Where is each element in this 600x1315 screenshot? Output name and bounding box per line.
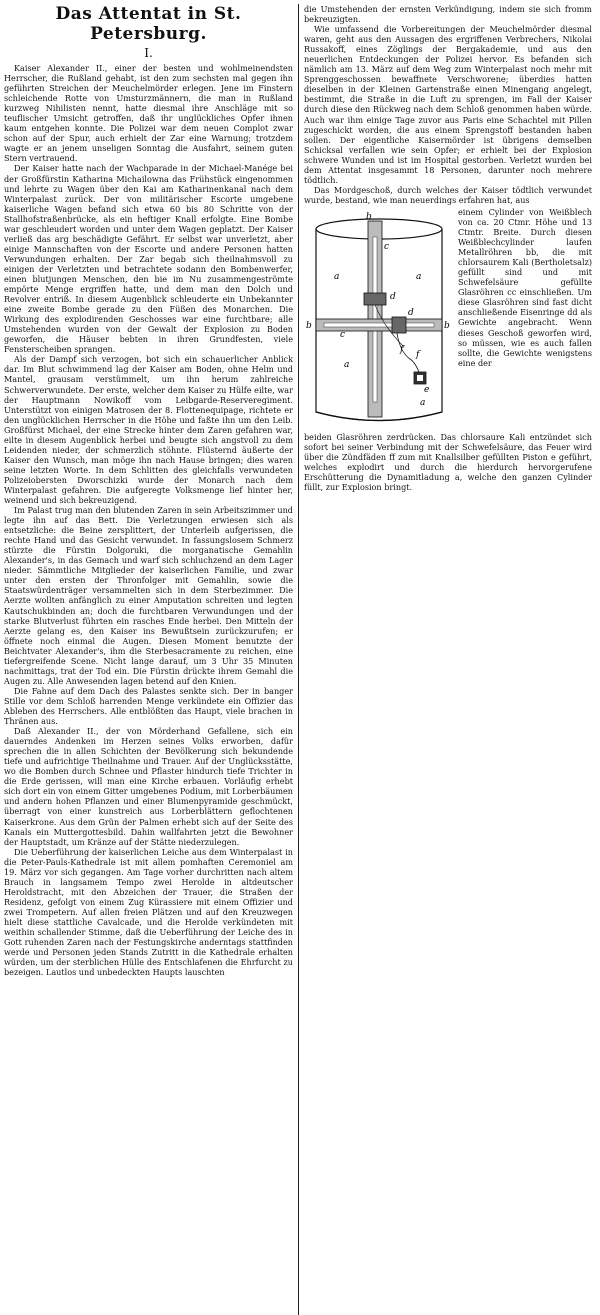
piston-core xyxy=(417,375,423,381)
paragraph: Daß Alexander II., der von Mörderhand Gefallene, sich ein dauerndes Andenken im Herzen seines Volks erworben, dafür sprechen die in allen Schichten der Bevölkerung sich bekundende tiefe und aufrichtige Theilnahme und Trauer. Auf der Unglücksstätte, wo die Bomben durch Schnee und Pflaster hindurch tiefe Trichter in die Erde gerissen, will man eine Kirche erbauen. Vorläufig erhebt sich dort ein von einem Gitter umgebenes Podium, mit Lorberbäumen und andern hohen Pflanzen und einer Blumenpyramide geschmückt, überragt von einer kunstreich aus Lorberblättern geflochtenen Kaiserkrone. Aus dem Grün der Palmen erhebt sich auf der Seite des Kanals ein Muttergottesbild. Dahin wallfahrten jetzt die Bewohner der Hauptstadt, um Kränze auf der Stätte niederzulegen. xyxy=(4,726,293,847)
section-number: I. xyxy=(144,46,153,60)
horizontal-glass-tube xyxy=(324,323,434,327)
paragraph: Die Ueberführung der kaiserlichen Leiche aus dem Winterpalast in die Peter-Pauls-Kathedrale ist mit allem pomhaften Ceremoniel am 19. März vor sich gegangen. Am Tage vorher durchritten nach altem Brauch in langsamem Tempo zwei Herolde in altdeutscher Heroldstracht, mit den Abzeichen der Trauer, die Straßen der Residenz, gefolgt von einem Zug Kürassiere mit einem Offizier und zwei Trompetern. Auf allen freien Plätzen und auf den Kreuzwegen hielt diese stattliche Cavalcade, und die Herolde verkündeten mit weithin schallender Stimme, daß die Ueberführung der Leiche des in Gott ruhenden Zaren nach der Festungskirche anderntags stattfinden werde und Personen jeden Stands Zutritt in die Kathedrale erhalten würden, um der sterblichen Hülle des Entschlafenen die Ehrfurcht zu bezeigen. Lautlos und unbedeckten Haupts lauschten xyxy=(4,846,293,978)
paragraph: Wie umfassend die Vorbereitungen der Meuchelmörder diesmal waren, geht aus den Aussagen des ergriffenen Verbrechers, Nikolai Russakoff, eines Zöglings der Bergakademie, und aus den neuerlichen Entdeckungen der Polizei hervor. Es befanden sich nämlich am 13. März auf dem Weg zum Winterpalast noch mehr mit Sprenggeschossen bewaffnete Verschworene; überdies hatten dieselben in der Kleinen Gartenstraße einen Minengang angelegt, bestimmt, die Straße in die Luft zu sprengen, im Fall der Kaiser durch diese den Rückweg nach dem Schloß genommen haben würde. Auch war ihm einige Tage zuvor aus Paris eine Schachtel mit Pillen zugeschickt worden, die aus einem Sprengstoff bestanden haben sollen. Der eigentliche Kaisermörder ist übrigens demselben Schicksal verfallen wie sein Opfer; er erhielt bei der Explosion schwere Wunden und ist im Hospital gestorben. Verletzt wurden bei dem Attentat insgesammt 18 Personen, darunter noch mehrere tödtlich. xyxy=(304,24,592,185)
paragraph: Im Palast trug man den blutenden Zaren in sein Arbeitszimmer und legte ihn auf das Bett. Die Verletzungen erwiesen sich als entsetzliche: die Beine zersplittert, der Unterleib aufgerissen, die rechte Hand und das Gesicht verwundet. In fassungslosem Schmerz stürzte die Fürstin Dolgoruki, die morganatische Gemahlin Alexander's, in das Gemach und warf sich schluchzend an dem Lager nieder. Sämmtliche Mitglieder der kaiserlichen Familie, und zwar unter den ersten der Thronfolger mit Gemahlin, sowie die Staatswürdenträger versammelten sich in dem Sterbezimmer. Die Aerzte wollten anfänglich zu einer Amputation schreiten und legten Kautschukbinden an; doch die furchtbaren Verwundungen und der starke Blutverlust führten ein rasches Ende herbei. Den Mitteln der Aerzte gelang es, den Kaiser ins Bewußtsein zurückzurufen; er öffnete noch einmal die Augen. Diesen Moment benutzte der Beichtvater Alexander's, ihm die Sterbesacramente zu reichen, eine tiefergreifende Scene. Nicht lange darauf, um 3 Uhr 35 Minuten nachmittags, trat der Tod ein. Die Fürstin drückte ihrem Gemahl die Augen zu. Alle Anwesenden lagen betend auf den Knien. xyxy=(4,505,293,686)
label-e: e xyxy=(424,384,430,395)
label-a: a xyxy=(420,397,426,408)
label-b: b xyxy=(306,320,312,331)
article-title: Das Attentat in St. Petersburg. xyxy=(55,4,242,44)
paragraph: Kaiser Alexander II., einer der besten und wohlmeinendsten Herrscher, die Rußland gehabt, ist den zum sechsten mal gegen ihn geführten Streichen der Meuchelmörder erlegen. Jene im Finstern schleichende Rotte von Umsturzmännern, die man in Rußland kurzweg Nihilisten nennt, hatte diesmal ihre Anschläge mit so teuflischer Umsicht getroffen, daß ihr unglückliches Opfer ihnen kaum entgehen konnte. Die Polizei war dem neuen Complot zwar schon auf der Spur, auch erhielt der Zar eine Warnung; trotzdem wagte er an jenem unseligen Sonntag die Ausfahrt, seinem guten Stern vertrauend. xyxy=(4,63,293,164)
label-c: c xyxy=(340,329,346,340)
label-b: b xyxy=(366,211,372,222)
paragraph: beiden Glasröhren zerdrücken. Das chlorsaure Kali entzündet sich sofort bei seiner Verbindung mit der Schwefelsäure, das Feuer wird über die Zündfäden ff zum mit Knallsilber gefüllten Piston e geführt, welches explodirt und durch die hierdurch hervorgerufene Erschütterung die Dynamitladung a, welche den ganzen Cylinder füllt, zur Explosion bringt. xyxy=(304,431,592,493)
paragraph: Der Kaiser hatte nach der Wachparade in der Michael-Manége bei der Großfürstin Katharina Michailowna das Frühstück eingenommen und lehrte zu Wagen über den Kai am Katharinenkanal nach dem Winterpalast zurück. Der von militärischer Escorte umgebene kaiserliche Wagen befand sich etwa 60 bis 80 Schritte von der Stallhofstraßenbrücke, als ein heftiger Knall erfolgte. Eine Bombe war geschleudert worden und unter dem Wagen geplatzt. Der Kaiser verließ das arg beschädigte Gefährt. Er selbst war unverletzt, aber einige Mannschaften von der Escorte und andere Personen hatten Verwundungen erhalten. Der Zar begab sich theilnahmsvoll zu einigen der Verletzten und betrachtete sodann den Bombenwerfer, einen blutjungen Menschen, den bie im Nu zusammengeströmte empörte Menge ergriffen hatte, und dem man den Dolch und Revolver entriß. In diesem Augenblick schleuderte ein Unbekannter eine zweite Bombe gerade zu den Füßen des Monarchen. Die Wirkung des explodirenden Geschosses war eine furchtbare; alle Umstehenden wurden von der Gewalt der Explosion zu Boden geworfen, die Häuser bebten in ihren Grundfesten, viele Fensterscheiben sprangen. xyxy=(4,163,293,355)
paragraph: Als der Dampf sich verzogen, bot sich ein schauerlicher Anblick dar. Im Blut schwimmend lag der Kaiser am Boden, ohne Helm und Mantel, grausam verstümmelt, um ihn herum zahlreiche Schwerverwundete. Der erste, welcher dem Kaiser zu Hülfe eilte, war der Hauptmann Nowikoff vom Leibgarde-Reserveregiment. Unterstützt von einigen Matrosen der 8. Flottenequipage, richtete er den unglücklichen Herrscher in die Höhe und faßte ihn um den Leib. Großfürst Michael, der eine Strecke hinter dem Zaren gefahren war, eilte in diesem Augenblick herbei und beugte sich angstvoll zu dem Leidenden nieder, der schmerzlich stöhnte. Flüsternd äußerte der Kaiser den Wunsch, man möge ihn nach Hause bringen; dies waren seine letzten Worte. In dem Schlitten des gleichfalls verwundeten Polizeiobersten Dworschizki wurde der Monarch nach dem Winterpalast gefahren. Die aufgeregte Volksmenge lief hinter her, weinend und sich bekreuzigend. xyxy=(4,354,293,506)
label-a: a xyxy=(416,271,422,282)
label-b: b xyxy=(444,320,450,331)
figure-block xyxy=(304,207,592,432)
label-f: f xyxy=(416,349,420,360)
iron-ring-weight xyxy=(392,317,406,333)
label-f: f xyxy=(400,344,404,355)
paragraph: Das Mordgeschoß, durch welches der Kaiser tödtlich verwundet wurde, bestand, wie man neuerdings erfahren hat, aus xyxy=(304,184,592,205)
bomb-diagram xyxy=(304,207,454,432)
label-a: a xyxy=(334,271,340,282)
label-d: d xyxy=(408,307,414,318)
label-c: c xyxy=(384,241,390,252)
left-column xyxy=(4,4,298,1315)
iron-ring-weight xyxy=(364,293,386,305)
figure-caption: einem Cylinder von Weißblech von ca. 20 Ctmr. Höhe und 13 Ctmtr. Breite. Durch diesen Weißblechcylinder laufen Metallröhren bb, die mit chlorsaurem Kali (Bertholetsalz) gefüllt sind und mit Schwefelsäure gefüllte Glasröhren cc einschließen. Um diese Glasröhren sind fast dicht anschließende Eisenringe dd als Gewichte angebracht. Wenn dieses Geschoß geworfen wird, so müssen, wie es auch fallen sollte, die Gewichte wenigstens eine der xyxy=(458,206,592,368)
label-d: d xyxy=(390,291,396,302)
paragraph: Die Fahne auf dem Dach des Palastes senkte sich. Der in banger Stille vor dem Schloß harrenden Menge verkündete ein Offizier das Ableben des Herrschers. Alle entblößten das Haupt, viele brachen in Thränen aus. xyxy=(4,685,293,727)
right-column xyxy=(298,4,592,1315)
bomb-cylinder-diagram xyxy=(304,207,454,432)
label-a: a xyxy=(344,359,350,370)
paragraph: die Umstehenden der ernsten Verkündigung, indem sie sich fromm bekreuzigten. xyxy=(304,4,592,25)
